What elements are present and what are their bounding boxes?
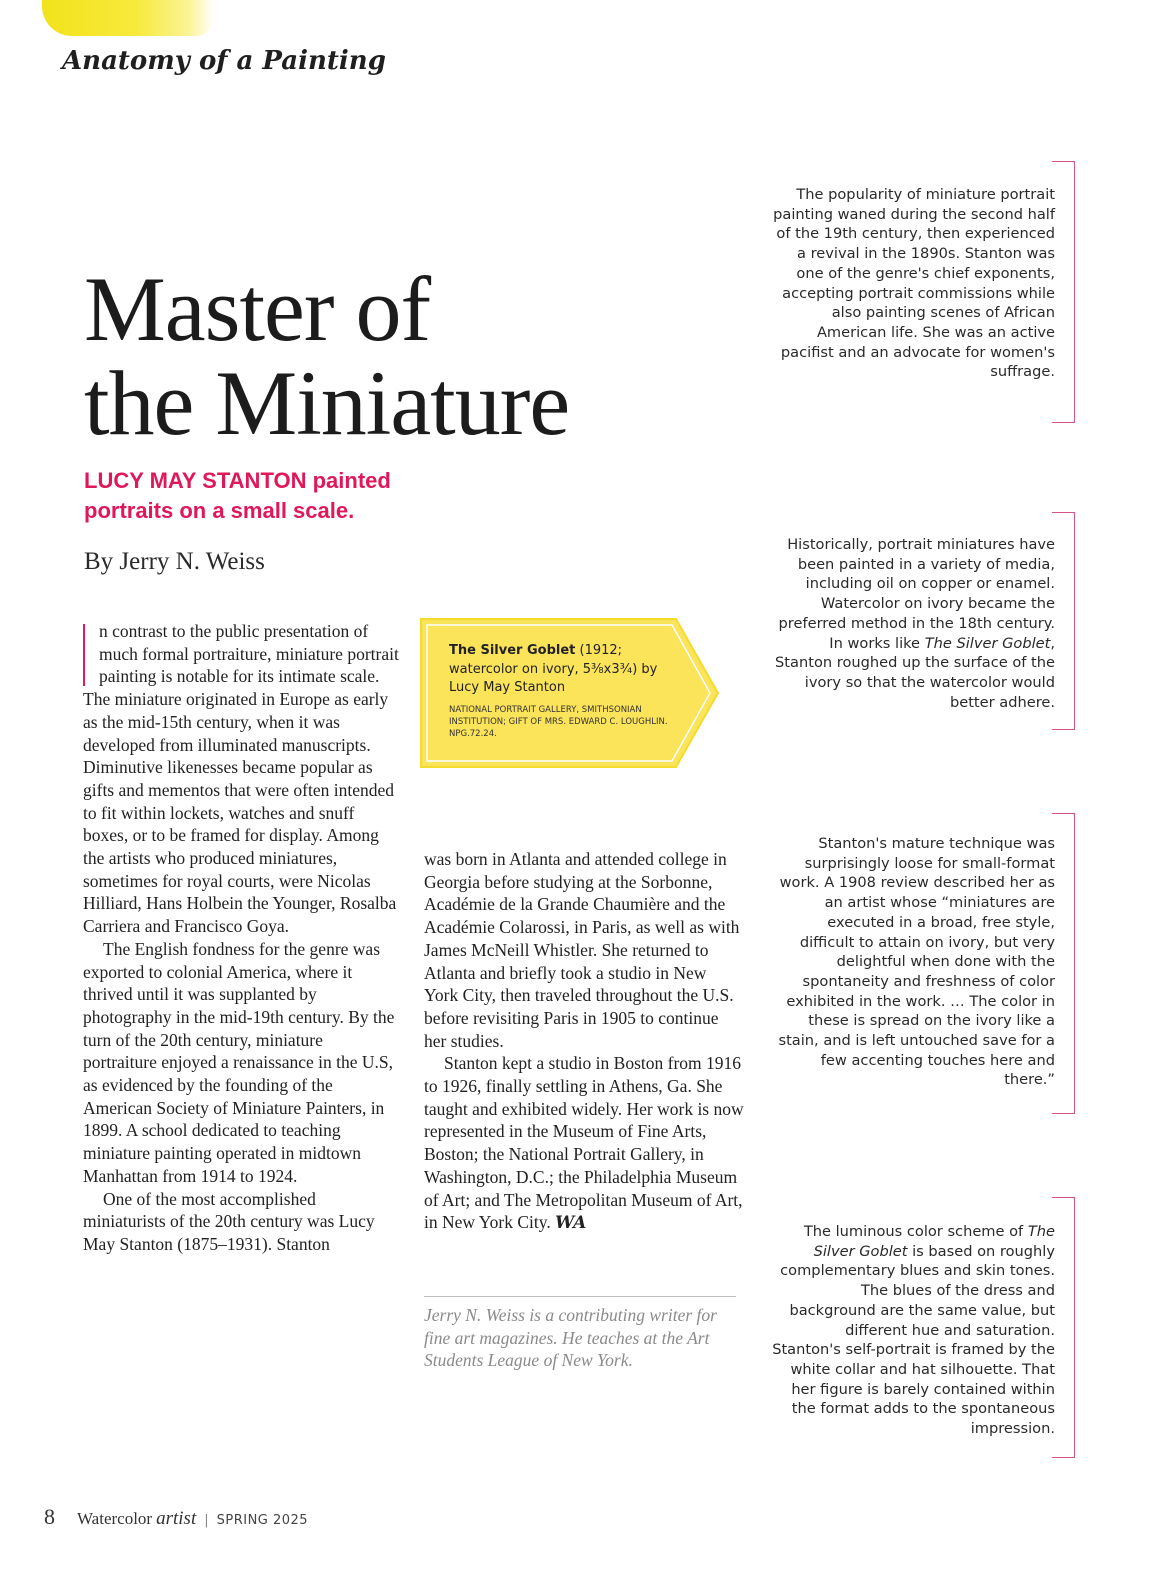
body-paragraph: One of the most accomplished miniaturists of the 20th century was Lucy May Stanton (1875–1931). Stanton — [83, 1188, 375, 1254]
drop-cap-bar — [83, 624, 85, 686]
callout-artwork-title: The Silver Goblet — [813, 1223, 1055, 1260]
callout-text: The popularity of miniature portrait painting waned during the second half of the 19th century, then experienced a revival in the 1890s. Stanton was one of the genre's chief exponents, accepting portrait commissions while also painting scenes of African American life. She was an active pacifist and an advocate for women's suffrage. — [773, 186, 1055, 381]
body-column-1 — [83, 620, 401, 1256]
page-footer — [44, 1504, 308, 1530]
callout-text — [772, 1222, 1055, 1439]
article-deck — [84, 466, 391, 526]
callout-2 — [772, 535, 1055, 712]
callout-artwork-title: The Silver Goblet — [924, 634, 1051, 652]
callout-text-part: is based on roughly complementary blues and skin tones. The blues of the dress and background are the same value, but different hue and saturation. Stanton's self-portrait is framed by the white collar and hat silhouette. That her figure is barely contained within the format adds to the spontaneous impression. — [772, 1242, 1055, 1438]
callout-text — [772, 535, 1055, 712]
article-headline — [84, 258, 570, 454]
callout-bracket — [1052, 161, 1075, 423]
callout-3 — [772, 834, 1055, 1090]
issue-date: SPRING 2025 — [216, 1513, 309, 1528]
callout-bracket — [1052, 1197, 1075, 1458]
callout-4 — [772, 1222, 1055, 1439]
caption-title: The Silver Goblet — [449, 643, 576, 658]
headline-line-1: Master of — [84, 258, 431, 360]
footer-separator: | — [204, 1513, 209, 1528]
callout-bracket — [1052, 512, 1075, 730]
magazine-name: Watercolor — [77, 1509, 153, 1528]
paragraph-text: Stanton kept a studio in Boston from 1916 to 1926, finally settling in Athens, Ga. She taught and exhibited widely. Her work is now represented in the Museum of Fine Arts, Boston; the National Portrait Gallery, in Washington, D.C.; the Philadelphia Museum of Art; and The Metropolitan Museum of Art, in New York City. — [424, 1053, 744, 1233]
body-column-2 — [424, 848, 744, 1235]
callout-text: Stanton's mature technique was surprisingly loose for small-format work. A 1908 review described her as an artist whose “miniatures are executed in a broad, free style, difficult to attain on ivory, but very delightful when done with the spontaneity and freshness of color exhibited in the work. … The color in these is spread on the ivory like a stain, and is left untouched save for a few accenting touches here and there.” — [778, 835, 1055, 1089]
callout-text-part: The luminous color scheme of — [803, 1223, 1028, 1240]
body-paragraph — [83, 620, 401, 938]
bio-divider — [424, 1296, 736, 1297]
end-mark: WA — [555, 1213, 587, 1234]
section-title: Anatomy of a Painting — [62, 46, 386, 76]
yellow-paint-swash — [42, 0, 214, 36]
callout-text-part: Historically, portrait miniatures have been painted in a variety of media, including oil on copper or enamel. Watercolor on ivory became the preferred method in the 18th century. In works like — [778, 536, 1055, 652]
body-paragraph: was born in Atlanta and attended college in Georgia before studying at the Sorbonne, Académie de la Grande Chaumière and the Académie Colarossi, in Paris, as well as with James McNeill Whistler. She returned to Atlanta and briefly took a studio in New York City, then traveled throughout the U.S. before revisiting Paris in 1905 to continue her studies. — [424, 849, 740, 1051]
body-paragraph — [424, 1052, 744, 1235]
deck-line-2: portraits on a small scale. — [84, 498, 355, 523]
author-bio: Jerry N. Weiss is a contributing writer for fine art magazines. He teaches at the Art Students League of New York. — [424, 1305, 717, 1371]
caption-credit: NATIONAL PORTRAIT GALLERY, SMITHSONIAN INSTITUTION; GIFT OF MRS. EDWARD C. LOUGHLIN. NPG.72.24. — [449, 705, 668, 739]
caption-details: (1912; watercolor on ivory, 5⅜x3¾) by Lucy May Stanton — [449, 643, 658, 695]
image-caption-box — [420, 618, 720, 768]
byline: By Jerry N. Weiss — [84, 548, 265, 575]
callout-bracket — [1052, 813, 1075, 1114]
headline-line-2: the Miniature — [84, 352, 570, 454]
callout-1 — [772, 185, 1055, 382]
caption-text — [449, 642, 679, 698]
body-paragraph: The English fondness for the genre was exported to colonial America, where it thrived until it was supplanted by photography in the mid-19th century. By the turn of the 20th century, miniature portraiture enjoyed a renaissance in the U.S, as evidenced by the founding of the American Society of Miniature Painters, in 1899. A school dedicated to teaching miniature painting operated in midtown Manhattan from 1914 to 1924. — [83, 938, 395, 1186]
deck-line-1: LUCY MAY STANTON painted — [84, 468, 391, 493]
callout-text-part: , Stanton roughed up the surface of the ivory so that the watercolor would better adhere. — [775, 634, 1055, 711]
page-number: 8 — [44, 1504, 55, 1529]
paragraph-text: n contrast to the public presentation of much formal portraiture, miniature portrait painting is notable for its intimate scale. The miniature originated in Europe as early as the mid-15th century, when it was developed from illuminated manuscripts. Diminutive likenesses became popular as gifts and mementos that were often intended to fit within lockets, watches and snuff boxes, or to be framed for display. Among the artists who produced miniatures, sometimes for royal courts, were Nicolas Hilliard, Hans Holbein the Younger, Rosalba Carriera and Francisco Goya. — [83, 621, 399, 937]
magazine-name-italic: artist — [156, 1508, 197, 1529]
